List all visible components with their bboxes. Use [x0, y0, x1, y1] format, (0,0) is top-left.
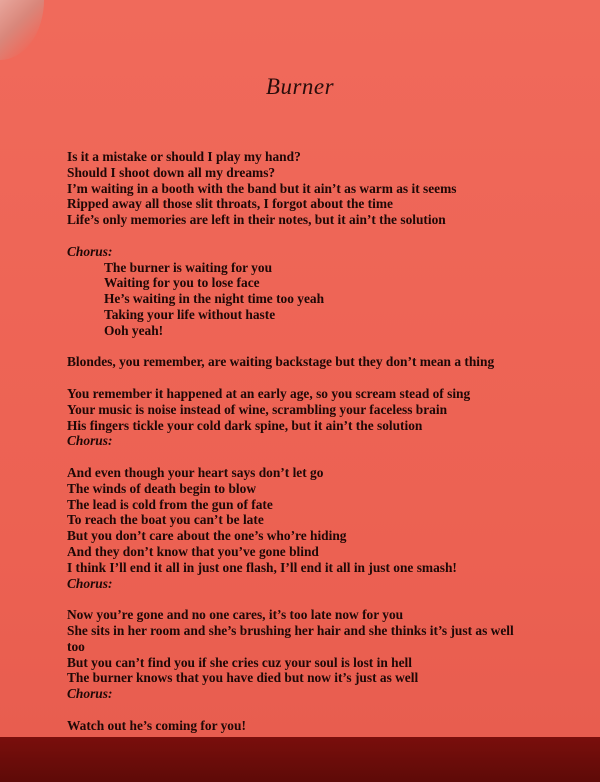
lyric-line: She sits in her room and she’s brushing her hair and she thinks it’s just as well too [67, 622, 514, 654]
dark-background-edge [0, 737, 600, 782]
chorus-label: Chorus: [67, 433, 113, 449]
chorus-line: He’s waiting in the night time too yeah [104, 291, 325, 307]
lyric-line: Blondes, you remember, are waiting backstage but they don’t mean a thing [67, 354, 495, 370]
lyric-line: His fingers tickle your cold dark spine, but it ain’t the solution [67, 417, 423, 433]
lyric-line: Your music is noise instead of wine, scrambling your faceless brain [67, 401, 448, 417]
lyric-line: Should I shoot down all my dreams? [67, 164, 276, 180]
stanza-gap [67, 228, 517, 244]
lyric-line: And they don’t know that you’ve gone blind [67, 543, 319, 559]
chorus-label: Chorus: [67, 243, 113, 259]
lyric-line: But you don’t care about the one’s who’re hiding [67, 528, 347, 544]
lyric-line: But you can’t find you if she cries cuz your soul is lost in hell [67, 654, 412, 670]
lyric-line: You remember it happened at an early age, so you scream stead of sing [67, 385, 471, 401]
lyrics-body [67, 149, 517, 733]
lyric-line: Now you’re gone and no one cares, it’s too late now for you [67, 607, 404, 623]
page-curl [0, 0, 44, 60]
lyric-line: The burner knows that you have died but now it’s just as well [67, 670, 419, 686]
lyric-line: I’m waiting in a booth with the band but it ain’t as warm as it seems [67, 180, 457, 196]
lyric-line: Ripped away all those slit throats, I forgot about the time [67, 196, 393, 212]
stanza-gap [67, 591, 517, 607]
chorus-label: Chorus: [67, 575, 113, 591]
stanza-gap [67, 449, 517, 465]
stanza-gap [67, 339, 517, 355]
lyric-line: The lead is cold from the gun of fate [67, 496, 273, 512]
stanza-gap [67, 702, 517, 718]
chorus-line: Taking your life without haste [104, 306, 276, 322]
lyric-line: Is it a mistake or should I play my hand? [67, 149, 301, 164]
song-title: Burner [265, 74, 335, 99]
lyric-line: I think I’ll end it all in just one flash, I’ll end it all in just one smash! [67, 559, 457, 575]
lyric-line: To reach the boat you can’t be late [67, 512, 264, 528]
chorus-line: Waiting for you to lose face [104, 275, 260, 291]
lyric-line: Life’s only memories are left in their notes, but it ain’t the solution [67, 212, 446, 228]
stanza-gap [67, 370, 517, 386]
lyric-line: The winds of death begin to blow [67, 480, 256, 496]
lyric-line: And even though your heart says don’t let go [67, 464, 324, 480]
closing-line: Watch out he’s coming for you! [67, 717, 246, 733]
chorus-label: Chorus: [67, 686, 113, 702]
chorus-line: The burner is waiting for you [104, 259, 273, 275]
chorus-line: Ooh yeah! [104, 322, 164, 338]
